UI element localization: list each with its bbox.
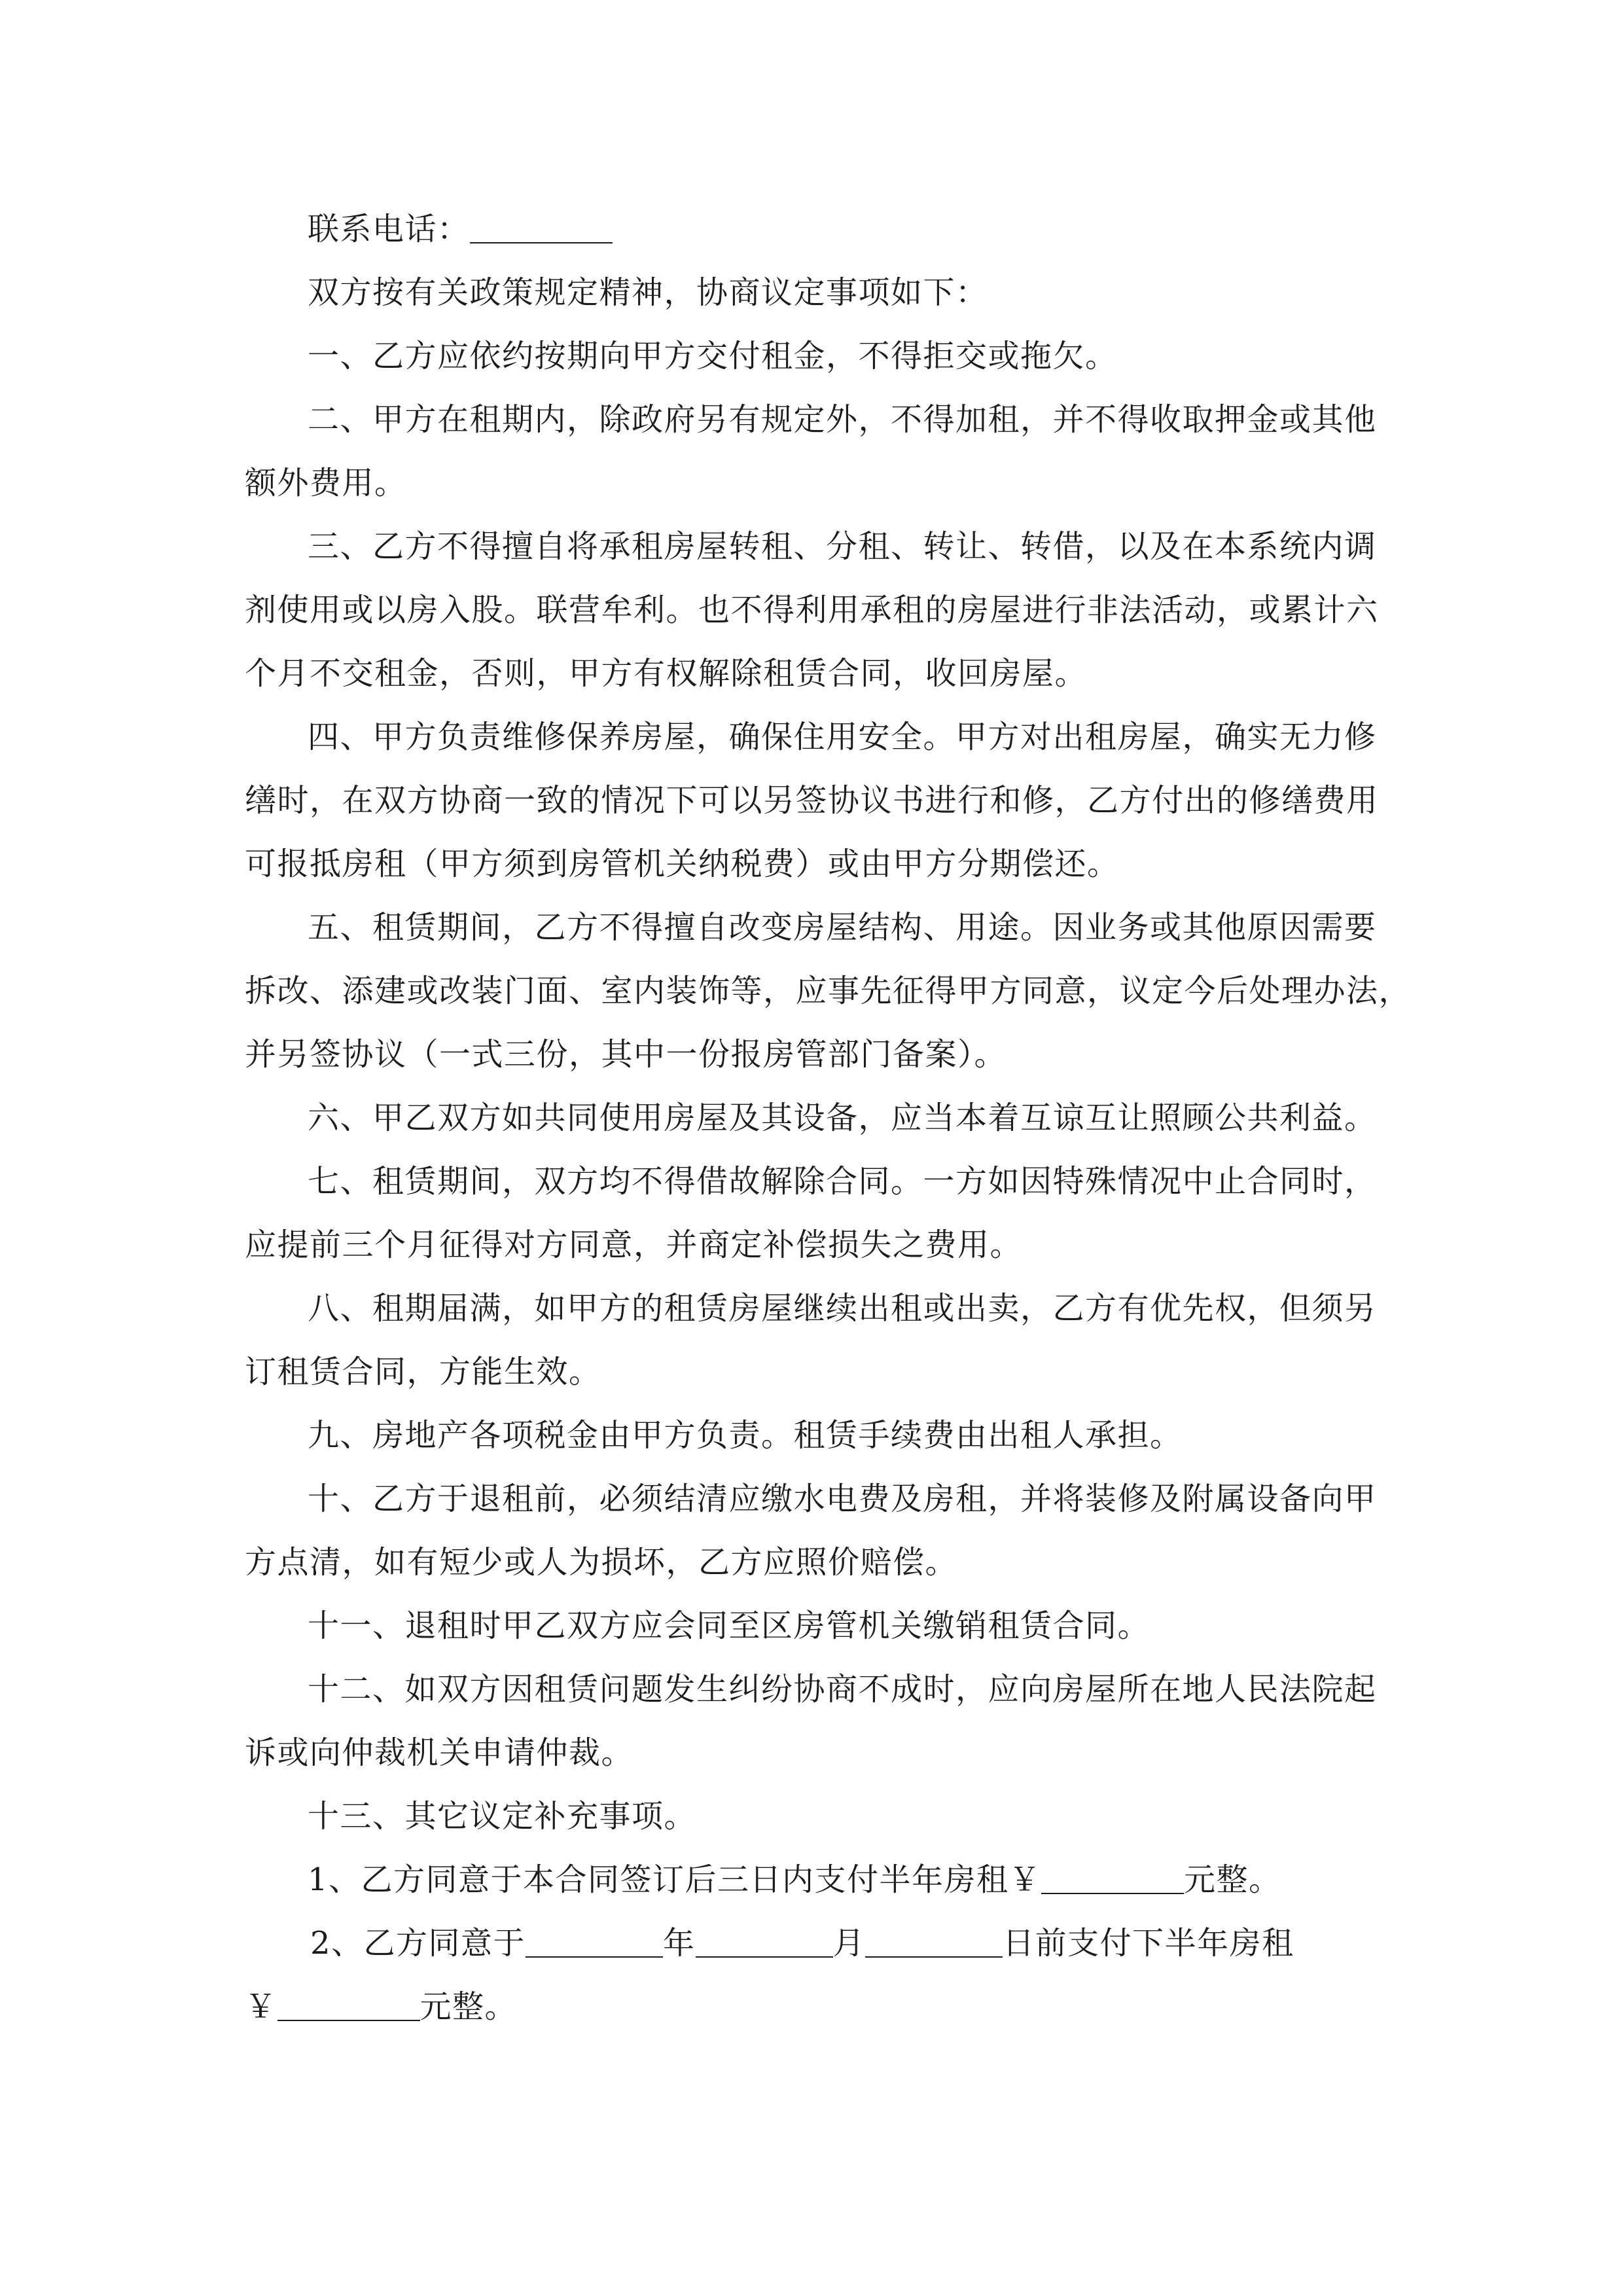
clause-paragraph [245, 1594, 1377, 1658]
clause-line: 拆改、添建或改装门面、室内装饰等，应事先征得甲方同意，议定今后处理办法， [245, 973, 1412, 1009]
clause-paragraph [245, 1150, 1377, 1277]
clause-line: 十二、如双方因租赁问题发生纠纷协商不成时，应向房屋所在地人民法院起 [308, 1671, 1377, 1708]
clause-paragraph [245, 388, 1377, 515]
clause-paragraph [245, 1277, 1377, 1404]
clause-paragraph [245, 706, 1377, 896]
clause-line: 六、甲乙双方如共同使用房屋及其设备，应当本着互谅互让照顾公共利益。 [308, 1100, 1377, 1136]
month-label: 月 [832, 1925, 866, 1962]
clause-line: 应提前三个月征得对方同意，并商定补偿损失之费用。 [245, 1227, 1023, 1263]
clause-list [245, 325, 1412, 1848]
clause-line: 诉或向仲裁机关申请仲裁。 [245, 1734, 634, 1771]
contact-phone-label: 联系电话： [308, 211, 470, 247]
intro-paragraph [245, 261, 1377, 325]
clause-line: 七、租赁期间，双方均不得借故解除合同。一方如因特殊情况中止合同时， [308, 1163, 1377, 1200]
clause-line: 订租赁合同，方能生效。 [245, 1354, 601, 1390]
clause-line: 缮时，在双方协商一致的情况下可以另签协议书进行和修，乙方付出的修缮费用 [245, 782, 1379, 819]
half-year-rent-amount-blank[interactable] [1041, 1864, 1184, 1894]
clause-line: 方点清，如有短少或人为损坏，乙方应照价赔偿。 [245, 1544, 958, 1581]
clause-line: 二、甲方在租期内，除政府另有规定外，不得加租，并不得收取押金或其他 [308, 401, 1377, 438]
supplement-item-1-prefix: 1、乙方同意于本合同签订后三日内支付半年房租￥ [308, 1861, 1042, 1898]
clause-paragraph [245, 1404, 1377, 1467]
due-day-blank[interactable] [865, 1928, 1003, 1958]
clause-line: 十三、其它议定补充事项。 [308, 1798, 697, 1835]
clause-line: 五、租赁期间，乙方不得擅自改变房屋结构、用途。因业务或其他原因需要 [308, 909, 1377, 946]
clause-paragraph [245, 1467, 1377, 1594]
supplement-item-1 [245, 1848, 1377, 1912]
second-half-rent-amount-blank[interactable] [277, 1991, 420, 2021]
clause-paragraph [245, 1658, 1377, 1785]
day-suffix-text: 日前支付下半年房租 [1003, 1925, 1294, 1962]
clause-line: 可报抵房租（甲方须到房管机关纳税费）或由甲方分期偿还。 [245, 846, 1120, 882]
clause-line: 十、乙方于退租前，必须结清应缴水电费及房租，并将装修及附属设备向甲 [308, 1480, 1377, 1517]
contact-phone-line [245, 198, 1377, 261]
contract-body [245, 198, 1412, 2039]
clause-line: 八、租期届满，如甲方的租赁房屋继续出租或出卖，乙方有优先权，但须另 [308, 1290, 1377, 1327]
clause-paragraph [245, 325, 1377, 388]
clause-line: 十一、退租时甲乙双方应会同至区房管机关缴销租赁合同。 [308, 1607, 1150, 1644]
clause-line: 个月不交租金，否则，甲方有权解除租赁合同，收回房屋。 [245, 655, 1088, 692]
supplement-item-2 [245, 1912, 1377, 1975]
clause-line: 四、甲方负责维修保养房屋，确保住用安全。甲方对出租房屋，确实无力修 [308, 719, 1377, 755]
clause-paragraph [245, 515, 1377, 706]
intro-text: 双方按有关政策规定精神，协商议定事项如下： [308, 274, 988, 311]
clause-line: 一、乙方应依约按期向甲方交付租金，不得拒交或拖欠。 [308, 338, 1118, 374]
clause-line: 三、乙方不得擅自将承租房屋转租、分租、转让、转借，以及在本系统内调 [308, 528, 1377, 565]
clause-paragraph [245, 1086, 1377, 1150]
due-year-blank[interactable] [526, 1928, 663, 1958]
clause-paragraph [245, 1785, 1377, 1848]
supplement-item-2-suffix: 元整。 [419, 1988, 518, 2025]
clause-line: 并另签协议（一式三份，其中一份报房管部门备案）。 [245, 1036, 1007, 1073]
clause-line: 额外费用。 [245, 465, 407, 501]
year-label: 年 [663, 1925, 696, 1962]
supplement-item-1-suffix: 元整。 [1184, 1861, 1281, 1898]
due-month-blank[interactable] [696, 1928, 833, 1958]
currency-symbol: ￥ [245, 1988, 277, 2025]
clause-line: 剂使用或以房入股。联营牟利。也不得利用承租的房屋进行非法活动，或累计六 [245, 592, 1379, 628]
supplement-item-2-continued [245, 1975, 1377, 2039]
supplement-item-2-prefix: 2、乙方同意于 [310, 1925, 526, 1962]
clause-line: 九、房地产各项税金由甲方负责。租赁手续费由出租人承担。 [308, 1417, 1183, 1454]
clause-paragraph [245, 896, 1412, 1086]
contact-phone-blank[interactable] [470, 213, 613, 243]
